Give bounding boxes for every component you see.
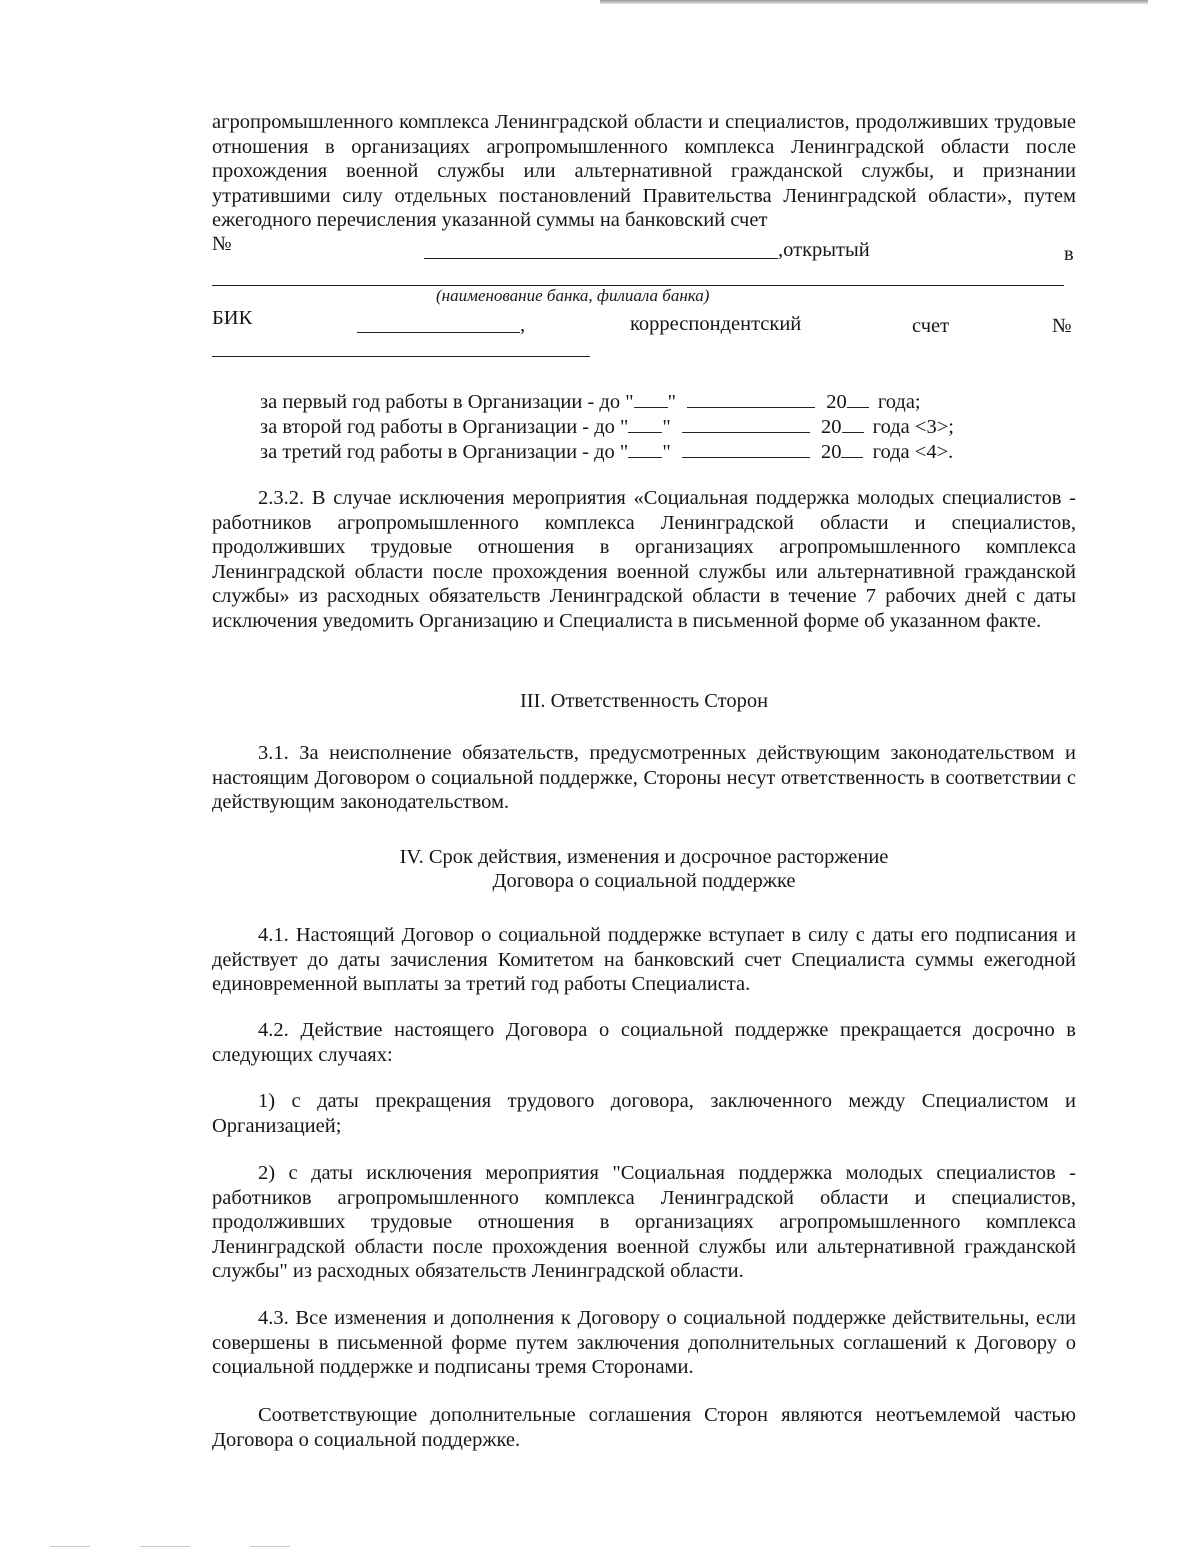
list-item-2: 2) с даты исключения мероприятия "Социальная поддержка молодых специалистов - работников агропромышленного комплекса Ленинградской области и специалистов, продолживших трудовые отношения в организациях агропромышленного комплекса Ленинградской области после прохождения военной службы или альтернативной гражданской службы" из расходных обязательств Ленинградской области. — [212, 1162, 1076, 1282]
year-line-1: за первый год работы в Организации - до " " 20 года; — [260, 391, 921, 413]
section-4-heading-line2: Договора о социальной поддержке — [492, 870, 796, 892]
paragraph-final: Соответствующие дополнительные соглашения Сторон являются неотъемлемой частью Договора о социальной поддержке. — [212, 1404, 1076, 1451]
scan-edge-artifact — [600, 0, 1148, 4]
paragraph-3-1: 3.1. За неисполнение обязательств, предусмотренных действующим законодательством и настоящим Договором о социальной поддержке, Стороны несут ответственность в соответствии с действующим законодательством. — [212, 742, 1076, 813]
scan-noise — [50, 1546, 90, 1547]
bank-name-caption: (наименование банка, филиала банка) — [436, 286, 710, 305]
correspondent-account-blank — [212, 356, 590, 357]
opened-label: ,открытый — [778, 239, 870, 261]
bik-blank — [357, 332, 520, 333]
bik-label: БИК — [212, 307, 253, 329]
number-sign-2: № — [1052, 315, 1072, 337]
account-label: счет — [912, 315, 950, 337]
account-number-sign: № — [212, 233, 232, 255]
section-4-heading-line1: IV. Срок действия, изменения и досрочное расторжение — [399, 846, 889, 868]
list-item-1: 1) с даты прекращения трудового договора, заключенного между Специалистом и Организацией; — [212, 1090, 1076, 1137]
in-label: в — [1064, 243, 1074, 265]
intro-paragraph: агропромышленного комплекса Ленинградской области и специалистов, продолживших трудовые отношения в организациях агропромышленного комплекса Ленинградской области после прохождения военной службы или альтернативной гражданской службы, и признании утратившими силу отдельных постановлений Правительства Ленинградской области», путем ежегодного перечисления указанной суммы на банковский счет — [212, 111, 1076, 231]
paragraph-2-3-2: 2.3.2. В случае исключения мероприятия «Социальная поддержка молодых специалистов - работников агропромышленного комплекса Ленинградской области и специалистов, продолживших трудовые отношения в организациях агропромышленного комплекса Ленинградской области после прохождения военной службы или альтернативной гражданской службы» из расходных обязательств Ленинградской области в течение 7 рабочих дней с даты исключения уведомить Организацию и Специалиста в письменной форме об указанном факте. — [212, 487, 1076, 632]
scan-noise — [250, 1546, 290, 1547]
year-payment-list — [260, 390, 954, 465]
paragraph-4-2: 4.2. Действие настоящего Договора о социальной поддержке прекращается досрочно в следующих случаях: — [212, 1019, 1076, 1066]
bik-comma: , — [520, 314, 526, 336]
year-line-3: за третий год работы в Организации - до " " 20 года <4>. — [260, 441, 954, 463]
account-number-blank — [424, 258, 778, 259]
scan-noise — [140, 1546, 190, 1547]
year-line-2: за второй год работы в Организации - до " " 20 года <3>; — [260, 416, 954, 438]
paragraph-4-1: 4.1. Настоящий Договор о социальной поддержке вступает в силу с даты его подписания и действует до даты зачисления Комитетом на банковский счет Специалиста суммы ежегодной единовременной выплаты за третий год работы Специалиста. — [212, 924, 1076, 995]
paragraph-4-3: 4.3. Все изменения и дополнения к Договору о социальной поддержке действительны, если совершены в письменной форме путем заключения дополнительных соглашений к Договору о социальной поддержке и подписаны тремя Сторонами. — [212, 1307, 1076, 1378]
section-3-heading: III. Ответственность Сторон — [519, 690, 769, 712]
correspondent-label: корреспондентский — [630, 313, 802, 335]
